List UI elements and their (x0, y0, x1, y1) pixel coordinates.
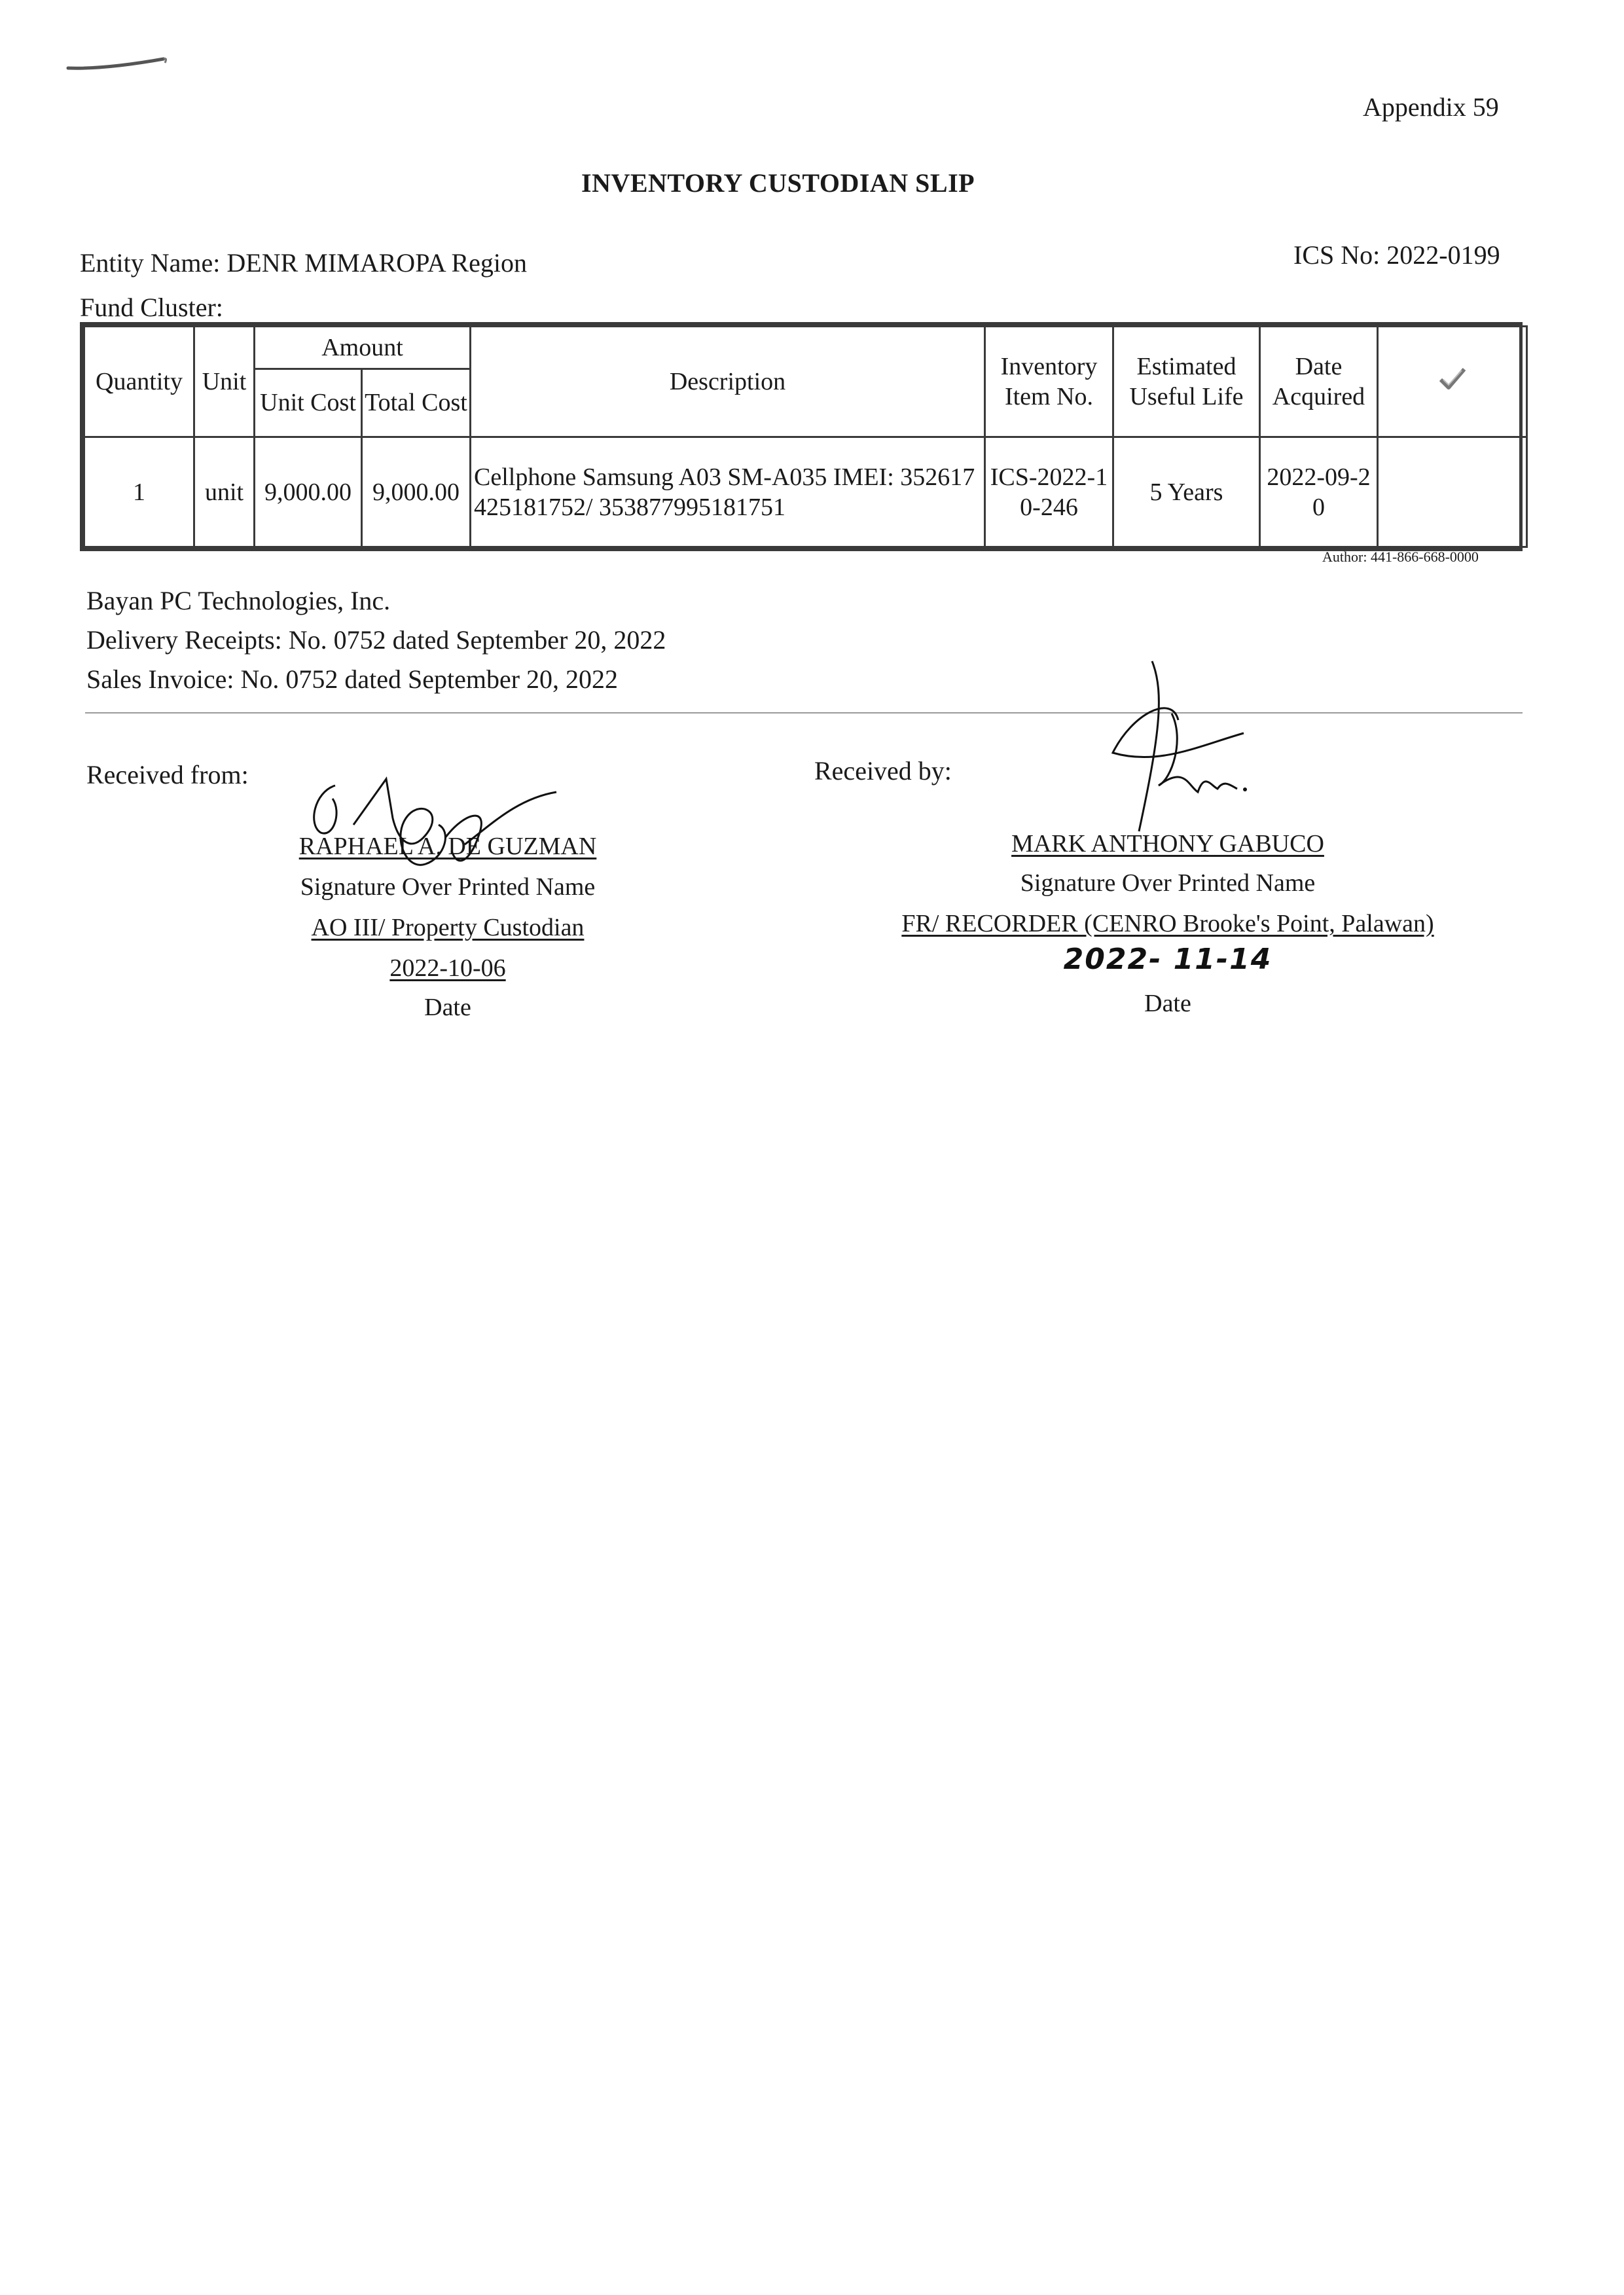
supplier-name: Bayan PC Technologies, Inc. (86, 586, 391, 615)
sales-invoice: Sales Invoice: No. 0752 dated September 20, 2022 (86, 664, 619, 694)
header-date-acquired: Date Acquired (1260, 327, 1378, 437)
received-by-position (854, 909, 1482, 939)
received-by-signature-caption: Signature Over Printed Name (1020, 869, 1316, 897)
received-from-date-caption: Date (424, 994, 471, 1021)
cell-unit-cost: 9,000.00 (255, 437, 362, 547)
ics-number: ICS No: 2022-0199 (1293, 240, 1500, 270)
fund-cluster: Fund Cluster: (80, 293, 223, 322)
received-by-date-caption: Date (1144, 990, 1191, 1017)
author-note: Author: 441-866-668-0000 (1322, 549, 1479, 565)
received-by-date: 2022- 11-14 (1063, 943, 1272, 976)
received-by-name-text: MARK ANTHONY GABUCO (1011, 830, 1324, 858)
divider-line (85, 712, 1523, 714)
cell-quantity: 1 (84, 437, 194, 547)
cell-inventory-item-no: ICS-2022-10-246 (985, 437, 1113, 547)
delivery-receipts: Delivery Receipts: No. 0752 dated September 20, 2022 (86, 625, 666, 655)
received-by-label: Received by: (814, 756, 952, 786)
header-quantity: Quantity (84, 327, 194, 437)
received-by-signature (1074, 655, 1270, 844)
cell-description: Cellphone Samsung A03 SM-A035 IMEI: 352617425181752/ 353877995181751 (471, 437, 985, 547)
received-from-signature (295, 772, 569, 903)
received-from-name-text: RAPHAEL A. DE GUZMAN (298, 833, 597, 860)
received-from-date (251, 953, 644, 983)
header-amount: Amount (255, 327, 471, 369)
inventory-table (80, 322, 1523, 551)
entity-name: Entity Name: DENR MIMAROPA Region (80, 248, 527, 278)
appendix-label: Appendix 59 (1363, 92, 1499, 122)
received-by-position-text: FR/ RECORDER (CENRO Brooke's Point, Palawan) (901, 910, 1434, 937)
received-from-position-text: AO III/ Property Custodian (311, 914, 585, 941)
received-from-signature-caption: Signature Over Printed Name (300, 873, 596, 901)
cell-estimated-useful-life: 5 Years (1113, 437, 1260, 547)
header-inventory-item-no: Inventory Item No. (985, 327, 1113, 437)
cell-check (1378, 437, 1527, 547)
cell-unit: unit (194, 437, 255, 547)
header-total-cost: Total Cost (362, 369, 471, 437)
check-mark-icon (1378, 327, 1527, 437)
header-unit-cost: Unit Cost (255, 369, 362, 437)
document-title: INVENTORY CUSTODIAN SLIP (581, 168, 975, 198)
header-estimated-useful-life: Estimated Useful Life (1113, 327, 1260, 437)
header-description: Description (471, 327, 985, 437)
received-from-date-text: 2022-10-06 (389, 954, 506, 982)
table-row (84, 437, 1527, 547)
staple-mark (65, 54, 170, 73)
cell-date-acquired: 2022-09-20 (1260, 437, 1378, 547)
cell-total-cost: 9,000.00 (362, 437, 471, 547)
received-from-position (251, 913, 644, 943)
header-unit: Unit (194, 327, 255, 437)
received-from-label: Received from: (86, 760, 249, 789)
